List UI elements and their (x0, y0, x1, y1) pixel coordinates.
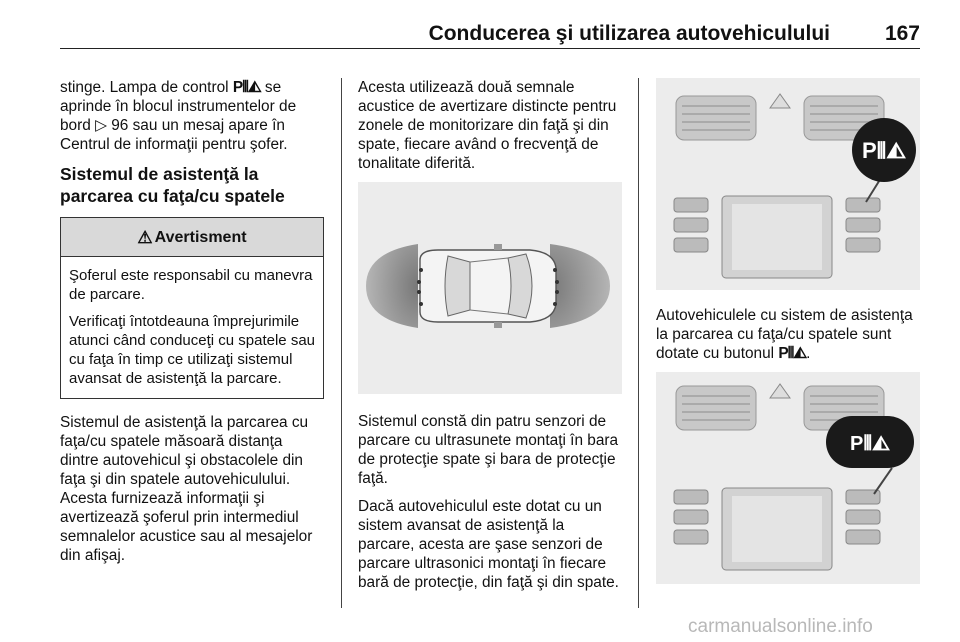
watermark: carmanualsonline.info (688, 616, 873, 637)
col2-paragraph-2: Sistemul constă din patru senzori de parcare cu ultrasunete montaţi în bara de protecţie spate şi bara de protecţie faţă. (358, 413, 619, 487)
dashboard-figure-1 (656, 78, 920, 290)
park-assist-symbol: P⦀◭ (232, 79, 261, 96)
warning-title: Avertisment (154, 228, 247, 246)
page-number: 167 (884, 22, 920, 45)
header-title: Conducerea şi utilizarea autovehiculului (428, 22, 830, 45)
warning-text-2: Verificaţi întotdeauna împrejurimile atunci când conduceţi cu spatele sau cu faţa în timp ce utilizaţi sistemul avansat de asistenţă la parcare. (69, 313, 315, 387)
warning-text-1: Şoferul este responsabil cu manevra de parcare. (69, 267, 313, 303)
warning-box (60, 217, 324, 399)
warning-body (61, 257, 323, 398)
dashboard-figure-2 (656, 372, 920, 584)
body-paragraph: Sistemul de asistenţă la parcarea cu faţa/cu spatele măsoară distanţa dintre autovehicul şi obstacolele din faţa şi din spatele autovehiculului. Acesta furnizează informaţii şi avertizează şoferul prin intermediul semnalelor acustice sau al mesajelor din afişaj. (60, 414, 313, 564)
col2-paragraph-3: Dacă autovehiculul este dotat cu un sistem avansat de asistenţă la parcare, acesta are şase senzori de parcare ultrasonici montaţi în fiecare bară de protecţie, din faţă şi din spate. (358, 498, 619, 591)
column-3 (656, 78, 922, 584)
car-top-view (420, 244, 556, 328)
page-header (60, 14, 920, 49)
column-1 (60, 78, 324, 574)
column-divider-2 (638, 78, 639, 608)
col2-paragraph-1: Acesta utilizează două semnale acustice de avertizare distincte pentru zonele de monitorizare din faţă şi din spate, fiecare având o frecvenţă de tonalitate diferită. (358, 79, 617, 172)
section-heading: Sistemul de asistenţă la parcarea cu faţa/cu spatele (60, 164, 285, 206)
warning-icon: ⚠ (137, 227, 153, 247)
rear-detection-zone (366, 244, 418, 328)
column-2 (358, 78, 624, 601)
intro-paragraph: stinge. Lampa de control P⦀◭ se aprinde în blocul instrumentelor de bord ▷ 96 sau un mesaj apare în Centrul de informaţii pentru şofer. (60, 79, 297, 153)
svg-text:P⦀◭: P⦀◭ (862, 138, 906, 163)
column-divider-1 (341, 78, 342, 608)
sensor-zones-figure (358, 182, 622, 394)
front-detection-zone (550, 244, 610, 328)
warning-header (61, 218, 323, 257)
reference-arrow-icon: ▷ (95, 117, 107, 134)
col3-caption: Autovehiculele cu sistem de asistenţa la parcarea cu faţa/cu spatele sunt dotate cu butonul P⦀◭. (656, 307, 913, 362)
park-assist-symbol: P⦀◭ (778, 345, 807, 362)
svg-text:P⦀◭: P⦀◭ (850, 433, 890, 455)
